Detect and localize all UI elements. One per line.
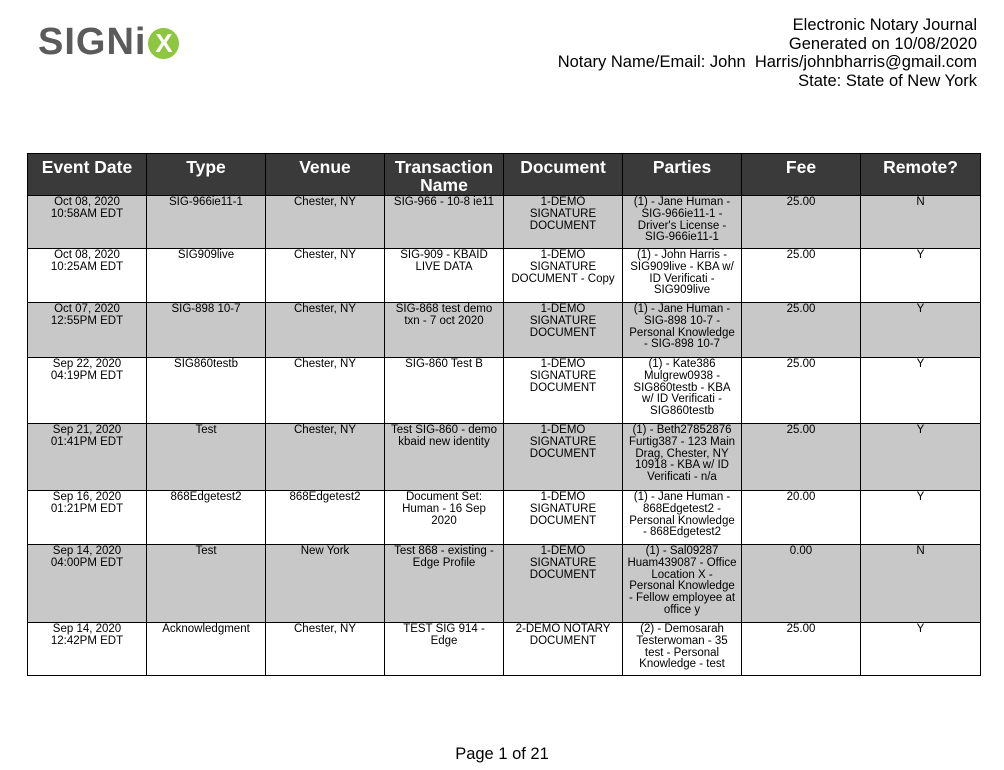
page-number: Page 1 of 21 [455, 745, 549, 763]
event-date-cell: Oct 08, 2020 10:58AM EDT [28, 196, 147, 249]
venue-cell: Chester, NY [266, 358, 385, 424]
venue-cell: Chester, NY [266, 303, 385, 358]
signix-logo [38, 20, 179, 64]
type-cell: 868Edgetest2 [147, 491, 266, 545]
type-cell: SIG-966ie11-1 [147, 196, 266, 249]
event-date-cell: Sep 14, 2020 12:42PM EDT [28, 623, 147, 676]
transaction-name-cell: SIG-909 - KBAID LIVE DATA [385, 249, 504, 303]
parties-cell: (1) - Kate386 Mulgrew0938 - SIG860testb - KBA w/ ID Verificati - SIG860testb [623, 358, 742, 424]
fee-cell: 25.00 [742, 424, 861, 491]
table-row [28, 491, 981, 545]
notary-state: State: State of New York [798, 71, 977, 90]
event-date-cell: Sep 21, 2020 01:41PM EDT [28, 424, 147, 491]
remote-cell: Y [861, 424, 981, 491]
remote-cell: N [861, 196, 981, 249]
remote-cell: N [861, 545, 981, 623]
parties-cell: (1) - Jane Human - 868Edgetest2 - Personal Knowledge - 868Edgetest2 [623, 491, 742, 545]
transaction-name-cell: Test 868 - existing - Edge Profile [385, 545, 504, 623]
table-row [28, 623, 981, 676]
document-cell: 1-DEMO SIGNATURE DOCUMENT - Copy [504, 249, 623, 303]
column-header-document: Document [504, 154, 623, 196]
fee-cell: 25.00 [742, 623, 861, 676]
venue-cell: Chester, NY [266, 424, 385, 491]
column-header-parties: Parties [623, 154, 742, 196]
column-header-event-date: Event Date [28, 154, 147, 196]
parties-cell: (1) - Jane Human - SIG-966ie11-1 - Driver's License - SIG-966ie11-1 [623, 196, 742, 249]
document-cell: 1-DEMO SIGNATURE DOCUMENT [504, 491, 623, 545]
transaction-name-cell: Test SIG-860 - demo kbaid new identity [385, 424, 504, 491]
event-date-cell: Sep 14, 2020 04:00PM EDT [28, 545, 147, 623]
transaction-name-cell: SIG-966 - 10-8 ie11 [385, 196, 504, 249]
event-date-cell: Sep 22, 2020 04:19PM EDT [28, 358, 147, 424]
logo-text: SIGNi [38, 21, 147, 63]
transaction-name-cell: SIG-860 Test B [385, 358, 504, 424]
document-cell: 1-DEMO SIGNATURE DOCUMENT [504, 358, 623, 424]
parties-cell: (1) - Sal09287 Huam439087 - Office Location X - Personal Knowledge - Fellow employee at office y [623, 545, 742, 623]
event-date-cell: Oct 08, 2020 10:25AM EDT [28, 249, 147, 303]
type-cell: Test [147, 424, 266, 491]
transaction-name-cell: SIG-868 test demo txn - 7 oct 2020 [385, 303, 504, 358]
document-cell: 1-DEMO SIGNATURE DOCUMENT [504, 196, 623, 249]
document-cell: 1-DEMO SIGNATURE DOCUMENT [504, 303, 623, 358]
venue-cell: Chester, NY [266, 623, 385, 676]
parties-cell: (1) - Beth27852876 Furtig387 - 123 Main Drag, Chester, NY 10918 - KBA w/ ID Verificati - n/a [623, 424, 742, 491]
fee-cell: 25.00 [742, 303, 861, 358]
column-header-remote: Remote? [861, 154, 981, 196]
transaction-name-cell: TEST SIG 914 - Edge [385, 623, 504, 676]
journal-title: Electronic Notary Journal [792, 16, 977, 34]
fee-cell: 25.00 [742, 358, 861, 424]
table-row [28, 545, 981, 623]
column-header-fee: Fee [742, 154, 861, 196]
document-cell: 1-DEMO SIGNATURE DOCUMENT [504, 545, 623, 623]
journal-header [558, 16, 977, 90]
venue-cell: 868Edgetest2 [266, 491, 385, 545]
type-cell: SIG860testb [147, 358, 266, 424]
journal-table [27, 153, 981, 676]
remote-cell: Y [861, 491, 981, 545]
type-cell: SIG909live [147, 249, 266, 303]
column-header-transaction-name: Transaction Name [385, 154, 504, 196]
event-date-cell: Sep 16, 2020 01:21PM EDT [28, 491, 147, 545]
event-date-cell: Oct 07, 2020 12:55PM EDT [28, 303, 147, 358]
table-row [28, 196, 981, 249]
table-header-row [28, 154, 981, 196]
type-cell: SIG-898 10-7 [147, 303, 266, 358]
parties-cell: (1) - Jane Human - SIG-898 10-7 - Personal Knowledge - SIG-898 10-7 [623, 303, 742, 358]
notary-name-email: Notary Name/Email: John Harris/johnbharris@gmail.com [557, 53, 977, 71]
type-cell: Test [147, 545, 266, 623]
fee-cell: 25.00 [742, 249, 861, 303]
remote-cell: Y [861, 358, 981, 424]
table-row [28, 424, 981, 491]
column-header-venue: Venue [266, 154, 385, 196]
table-row [28, 303, 981, 358]
fee-cell: 25.00 [742, 196, 861, 249]
parties-cell: (1) - John Harris - SIG909live - KBA w/ ID Verificati - SIG909live [623, 249, 742, 303]
type-cell: Acknowledgment [147, 623, 266, 676]
parties-cell: (2) - Demosarah Testerwoman - 35 test - Personal Knowledge - test [623, 623, 742, 676]
remote-cell: Y [861, 303, 981, 358]
remote-cell: Y [861, 623, 981, 676]
logo-x-circle-icon [148, 28, 179, 59]
fee-cell: 20.00 [742, 491, 861, 545]
table-row [28, 249, 981, 303]
transaction-name-cell: Document Set: Human - 16 Sep 2020 [385, 491, 504, 545]
journal-table-body [28, 196, 981, 676]
venue-cell: New York [266, 545, 385, 623]
document-cell: 1-DEMO SIGNATURE DOCUMENT [504, 424, 623, 491]
document-cell: 2-DEMO NOTARY DOCUMENT [504, 623, 623, 676]
table-row [28, 358, 981, 424]
generated-date: Generated on 10/08/2020 [788, 34, 977, 53]
venue-cell: Chester, NY [266, 249, 385, 303]
column-header-type: Type [147, 154, 266, 196]
remote-cell: Y [861, 249, 981, 303]
venue-cell: Chester, NY [266, 196, 385, 249]
fee-cell: 0.00 [742, 545, 861, 623]
logo-x-letter: X [155, 28, 173, 58]
